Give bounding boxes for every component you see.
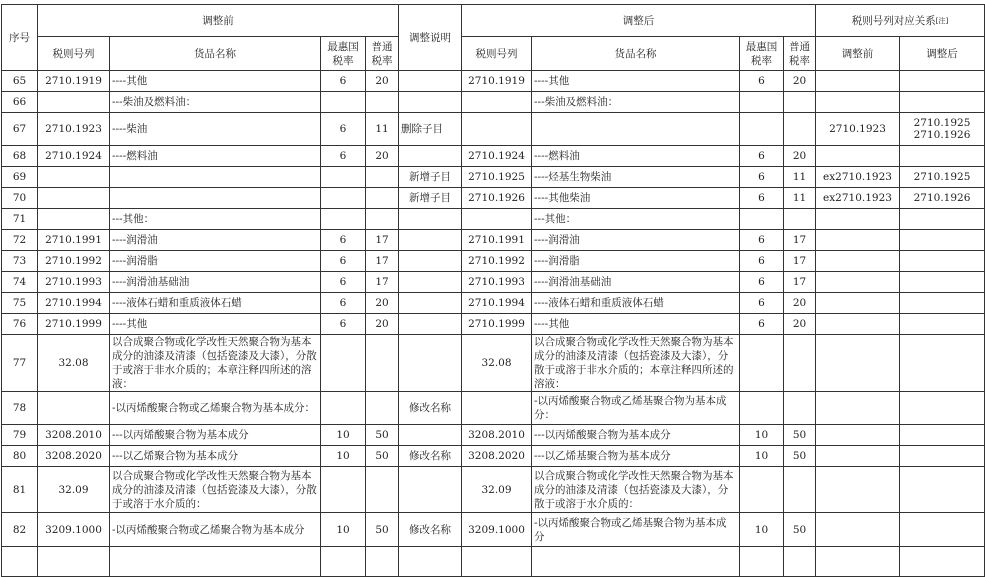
row-before-gen: 50 xyxy=(366,513,399,547)
row-seq: 65 xyxy=(2,71,38,92)
row-after-gen: 11 xyxy=(784,188,816,209)
row-after-code: 2710.1924 xyxy=(462,146,532,167)
table-row xyxy=(2,425,985,446)
row-seq: 77 xyxy=(2,335,38,392)
row-map-before xyxy=(816,272,900,293)
row-seq: 70 xyxy=(2,188,38,209)
table-row xyxy=(2,392,985,425)
tariff-adjustment-table xyxy=(1,4,985,577)
row-seq: 68 xyxy=(2,146,38,167)
row-after-name: ----润滑油基础油 xyxy=(532,272,740,293)
row-seq: 78 xyxy=(2,392,38,425)
row-note xyxy=(399,251,462,272)
row-map-before xyxy=(816,293,900,314)
row-after-code xyxy=(462,113,532,146)
row-map-before xyxy=(816,146,900,167)
row-before-name: ----润滑油 xyxy=(110,230,321,251)
row-after-name: ----润滑脂 xyxy=(532,251,740,272)
row-after-name: ---其他： xyxy=(532,209,740,230)
row-after-code: 2710.1925 xyxy=(462,167,532,188)
row-before-mfn: 6 xyxy=(321,146,366,167)
row-after-code: 2710.1926 xyxy=(462,188,532,209)
row-before-name xyxy=(110,188,321,209)
row-after-mfn xyxy=(740,113,784,146)
row-before-mfn xyxy=(321,188,366,209)
row-before-gen: 50 xyxy=(366,425,399,446)
row-before-name: ---以乙烯聚合物为基本成分 xyxy=(110,446,321,467)
row-before-name: -以丙烯酸聚合物或乙烯聚合物为基本成分： xyxy=(110,392,321,425)
row-after-name: 以合成聚合物或化学改性天然聚合物为基本成分的油漆及清漆（包括瓷漆及大漆），分散于或溶于水介质的： xyxy=(532,467,740,513)
row-after-gen: 20 xyxy=(784,146,816,167)
row-after-name: 以合成聚合物或化学改性天然聚合物为基本成分的油漆及清漆（包括瓷漆及大漆），分散于或溶于非水介质的；本章注释四所述的溶液： xyxy=(532,335,740,392)
row-before-mfn: 6 xyxy=(321,293,366,314)
row-before-mfn: 10 xyxy=(321,446,366,467)
row-after-mfn xyxy=(740,467,784,513)
row-before-code: 2710.1991 xyxy=(38,230,110,251)
header-mapping-note: [注] xyxy=(935,16,949,25)
row-after-mfn: 6 xyxy=(740,293,784,314)
row-map-after xyxy=(900,513,985,547)
row-map-before xyxy=(816,467,900,513)
row-before-mfn xyxy=(321,335,366,392)
row-after-mfn: 10 xyxy=(740,513,784,547)
row-note xyxy=(399,92,462,113)
row-after-gen: 20 xyxy=(784,314,816,335)
row-before-name: ---以丙烯酸聚合物为基本成分 xyxy=(110,425,321,446)
row-after-code: 3209.1000 xyxy=(462,513,532,547)
row-after-code: 2710.1994 xyxy=(462,293,532,314)
row-map-after xyxy=(900,392,985,425)
row-after-gen: 50 xyxy=(784,425,816,446)
row-before-name: ---其他： xyxy=(110,209,321,230)
row-before-code: 32.08 xyxy=(38,335,110,392)
row-map-after xyxy=(900,467,985,513)
row-after-name: -以丙烯酸聚合物或乙烯基聚合物为基本成分 xyxy=(532,513,740,547)
row-after-gen xyxy=(784,92,816,113)
row-before-gen xyxy=(366,92,399,113)
row-note: 新增子目 xyxy=(399,167,462,188)
row-seq: 81 xyxy=(2,467,38,513)
row-after-name: -以丙烯酸聚合物或乙烯基聚合物为基本成分： xyxy=(532,392,740,425)
header-after-code: 税则号列 xyxy=(462,37,532,71)
row-after-gen xyxy=(784,392,816,425)
row-map-after xyxy=(900,71,985,92)
header-after: 调整后 xyxy=(462,5,816,37)
row-note xyxy=(399,209,462,230)
row-before-name: ---柴油及燃料油： xyxy=(110,92,321,113)
row-after-code: 2710.1991 xyxy=(462,230,532,251)
row-note xyxy=(399,425,462,446)
row-before-mfn xyxy=(321,467,366,513)
row-note: 修改名称 xyxy=(399,446,462,467)
row-map-before xyxy=(816,314,900,335)
table-row xyxy=(2,209,985,230)
row-map-after xyxy=(900,425,985,446)
table-row xyxy=(2,167,985,188)
header-map-after: 调整后 xyxy=(900,37,985,71)
row-note xyxy=(399,314,462,335)
header-after-mfn: 最惠国税率 xyxy=(740,37,784,71)
row-map-after: 2710.1925 2710.1926 xyxy=(900,113,985,146)
table-row xyxy=(2,188,985,209)
row-before-name: ----燃料油 xyxy=(110,146,321,167)
row-map-before xyxy=(816,71,900,92)
row-before-name: 以合成聚合物或化学改性天然聚合物为基本成分的油漆及清漆（包括瓷漆及大漆），分散于或溶于非水介质的；本章注释四所述的溶液： xyxy=(110,335,321,392)
header-seq: 序号 xyxy=(2,5,38,71)
row-after-code: 2710.1919 xyxy=(462,71,532,92)
row-before-code xyxy=(38,209,110,230)
row-after-code xyxy=(462,209,532,230)
row-seq: 74 xyxy=(2,272,38,293)
row-before-gen: 17 xyxy=(366,230,399,251)
row-map-after xyxy=(900,314,985,335)
header-before-name: 货品名称 xyxy=(110,37,321,71)
row-before-mfn: 6 xyxy=(321,314,366,335)
row-map-before xyxy=(816,425,900,446)
row-before-code: 3208.2010 xyxy=(38,425,110,446)
row-before-name: ----润滑油基础油 xyxy=(110,272,321,293)
row-after-gen: 20 xyxy=(784,71,816,92)
row-map-after xyxy=(900,92,985,113)
row-after-gen xyxy=(784,335,816,392)
row-after-name: ----润滑油 xyxy=(532,230,740,251)
row-after-gen: 50 xyxy=(784,446,816,467)
row-after-name: ----燃料油 xyxy=(532,146,740,167)
row-map-before xyxy=(816,446,900,467)
row-before-gen xyxy=(366,188,399,209)
header-after-gen: 普通税率 xyxy=(784,37,816,71)
row-after-name: ---以乙烯基聚合物为基本成分 xyxy=(532,446,740,467)
row-note xyxy=(399,146,462,167)
row-seq: 80 xyxy=(2,446,38,467)
row-seq: 73 xyxy=(2,251,38,272)
row-map-before xyxy=(816,251,900,272)
row-before-code: 2710.1993 xyxy=(38,272,110,293)
row-before-code: 2710.1924 xyxy=(38,146,110,167)
row-after-name xyxy=(532,113,740,146)
row-after-gen: 17 xyxy=(784,272,816,293)
row-after-gen xyxy=(784,209,816,230)
row-before-mfn: 6 xyxy=(321,230,366,251)
header-note: 调整说明 xyxy=(399,5,462,71)
row-before-gen xyxy=(366,335,399,392)
row-seq: 82 xyxy=(2,513,38,547)
table-row xyxy=(2,293,985,314)
row-after-mfn: 6 xyxy=(740,272,784,293)
row-before-mfn: 10 xyxy=(321,425,366,446)
row-map-after xyxy=(900,293,985,314)
row-before-mfn: 6 xyxy=(321,251,366,272)
row-before-mfn: 6 xyxy=(321,272,366,293)
row-seq: 72 xyxy=(2,230,38,251)
table-row xyxy=(2,467,985,513)
row-map-before xyxy=(816,230,900,251)
row-after-mfn xyxy=(740,392,784,425)
row-after-gen: 50 xyxy=(784,513,816,547)
row-after-mfn: 6 xyxy=(740,71,784,92)
table-row xyxy=(2,314,985,335)
row-after-gen xyxy=(784,467,816,513)
row-after-gen: 11 xyxy=(784,167,816,188)
row-before-gen xyxy=(366,167,399,188)
row-after-name: ----其他柴油 xyxy=(532,188,740,209)
table-row xyxy=(2,230,985,251)
row-before-mfn xyxy=(321,209,366,230)
table-row xyxy=(2,92,985,113)
row-seq: 66 xyxy=(2,92,38,113)
row-after-mfn xyxy=(740,92,784,113)
row-map-after: 2710.1926 xyxy=(900,188,985,209)
row-map-after xyxy=(900,272,985,293)
row-after-name: ----其他 xyxy=(532,314,740,335)
row-map-before: ex2710.1923 xyxy=(816,188,900,209)
row-note: 修改名称 xyxy=(399,392,462,425)
row-before-code: 3208.2020 xyxy=(38,446,110,467)
table-row xyxy=(2,146,985,167)
row-before-mfn xyxy=(321,392,366,425)
row-note: 修改名称 xyxy=(399,513,462,547)
row-before-code: 2710.1999 xyxy=(38,314,110,335)
row-before-gen: 11 xyxy=(366,113,399,146)
table-row xyxy=(2,71,985,92)
row-map-before: ex2710.1923 xyxy=(816,167,900,188)
row-after-name: ----烃基生物柴油 xyxy=(532,167,740,188)
row-after-name: ---柴油及燃料油： xyxy=(532,92,740,113)
row-after-mfn: 10 xyxy=(740,425,784,446)
row-after-mfn: 6 xyxy=(740,230,784,251)
row-after-name: ----液体石蜡和重质液体石蜡 xyxy=(532,293,740,314)
row-before-gen: 17 xyxy=(366,272,399,293)
table-body xyxy=(2,71,985,577)
row-seq: 76 xyxy=(2,314,38,335)
row-after-gen: 20 xyxy=(784,293,816,314)
row-before-name: ----柴油 xyxy=(110,113,321,146)
row-note xyxy=(399,272,462,293)
row-before-gen: 17 xyxy=(366,251,399,272)
row-before-gen: 20 xyxy=(366,146,399,167)
row-after-code: 2710.1999 xyxy=(462,314,532,335)
row-before-code xyxy=(38,188,110,209)
row-map-after: 2710.1925 xyxy=(900,167,985,188)
header-before: 调整前 xyxy=(38,5,399,37)
row-before-name: -以丙烯酸聚合物或乙烯聚合物为基本成分 xyxy=(110,513,321,547)
row-before-gen: 50 xyxy=(366,446,399,467)
row-map-after xyxy=(900,446,985,467)
row-after-gen: 17 xyxy=(784,251,816,272)
row-after-name: ----其他 xyxy=(532,71,740,92)
row-before-name: ----润滑脂 xyxy=(110,251,321,272)
row-map-after xyxy=(900,230,985,251)
header-before-gen: 普通税率 xyxy=(366,37,399,71)
row-before-mfn xyxy=(321,92,366,113)
row-after-code: 32.08 xyxy=(462,335,532,392)
row-before-gen: 20 xyxy=(366,71,399,92)
header-map-before: 调整前 xyxy=(816,37,900,71)
table-row xyxy=(2,335,985,392)
row-map-before xyxy=(816,335,900,392)
row-seq: 69 xyxy=(2,167,38,188)
row-after-code: 32.09 xyxy=(462,467,532,513)
row-seq: 67 xyxy=(2,113,38,146)
row-before-name: ----其他 xyxy=(110,71,321,92)
row-after-mfn: 6 xyxy=(740,314,784,335)
row-seq: 71 xyxy=(2,209,38,230)
row-note: 删除子目 xyxy=(399,113,462,146)
row-before-mfn: 6 xyxy=(321,113,366,146)
table-row xyxy=(2,272,985,293)
row-before-code xyxy=(38,392,110,425)
row-after-code xyxy=(462,392,532,425)
row-after-mfn: 6 xyxy=(740,251,784,272)
table-row xyxy=(2,251,985,272)
row-after-code: 3208.2020 xyxy=(462,446,532,467)
row-map-before: 2710.1923 xyxy=(816,113,900,146)
row-before-code xyxy=(38,92,110,113)
row-after-mfn: 6 xyxy=(740,188,784,209)
row-before-code: 2710.1994 xyxy=(38,293,110,314)
row-after-mfn: 10 xyxy=(740,446,784,467)
row-after-gen: 17 xyxy=(784,230,816,251)
header-before-code: 税则号列 xyxy=(38,37,110,71)
row-seq: 79 xyxy=(2,425,38,446)
row-map-before xyxy=(816,513,900,547)
row-before-name: 以合成聚合物或化学改性天然聚合物为基本成分的油漆及清漆（包括瓷漆及大漆），分散于或溶于水介质的： xyxy=(110,467,321,513)
row-before-gen xyxy=(366,392,399,425)
table-row xyxy=(2,113,985,146)
row-note xyxy=(399,293,462,314)
row-before-code: 2710.1919 xyxy=(38,71,110,92)
row-note xyxy=(399,71,462,92)
row-before-gen: 20 xyxy=(366,314,399,335)
row-before-gen: 20 xyxy=(366,293,399,314)
row-before-code xyxy=(38,167,110,188)
row-map-after xyxy=(900,146,985,167)
row-after-name: ---以丙烯酸聚合物为基本成分 xyxy=(532,425,740,446)
row-after-gen xyxy=(784,113,816,146)
table-row xyxy=(2,513,985,547)
row-after-mfn xyxy=(740,209,784,230)
row-after-mfn: 6 xyxy=(740,146,784,167)
row-before-gen xyxy=(366,467,399,513)
row-after-code xyxy=(462,92,532,113)
row-seq: 75 xyxy=(2,293,38,314)
row-map-before xyxy=(816,392,900,425)
row-map-after xyxy=(900,335,985,392)
row-before-name xyxy=(110,167,321,188)
row-before-mfn xyxy=(321,167,366,188)
header-mapping-text: 税则号列对应关系 xyxy=(851,14,936,27)
row-map-after xyxy=(900,209,985,230)
row-note xyxy=(399,467,462,513)
row-before-code: 3209.1000 xyxy=(38,513,110,547)
row-after-mfn: 6 xyxy=(740,167,784,188)
row-before-mfn: 10 xyxy=(321,513,366,547)
row-after-code: 3208.2010 xyxy=(462,425,532,446)
row-before-name: ----其他 xyxy=(110,314,321,335)
row-note xyxy=(399,230,462,251)
header-mapping xyxy=(816,5,985,37)
row-after-code: 2710.1993 xyxy=(462,272,532,293)
header-before-mfn: 最惠国税率 xyxy=(321,37,366,71)
row-before-code: 32.09 xyxy=(38,467,110,513)
row-after-code: 2710.1992 xyxy=(462,251,532,272)
table-row xyxy=(2,446,985,467)
row-before-code: 2710.1923 xyxy=(38,113,110,146)
row-note xyxy=(399,335,462,392)
row-map-before xyxy=(816,209,900,230)
row-before-gen xyxy=(366,209,399,230)
row-before-mfn: 6 xyxy=(321,71,366,92)
row-before-code: 2710.1992 xyxy=(38,251,110,272)
row-after-mfn xyxy=(740,335,784,392)
row-note: 新增子目 xyxy=(399,188,462,209)
row-map-after xyxy=(900,251,985,272)
row-map-before xyxy=(816,92,900,113)
header-after-name: 货品名称 xyxy=(532,37,740,71)
row-before-name: ----液体石蜡和重质液体石蜡 xyxy=(110,293,321,314)
